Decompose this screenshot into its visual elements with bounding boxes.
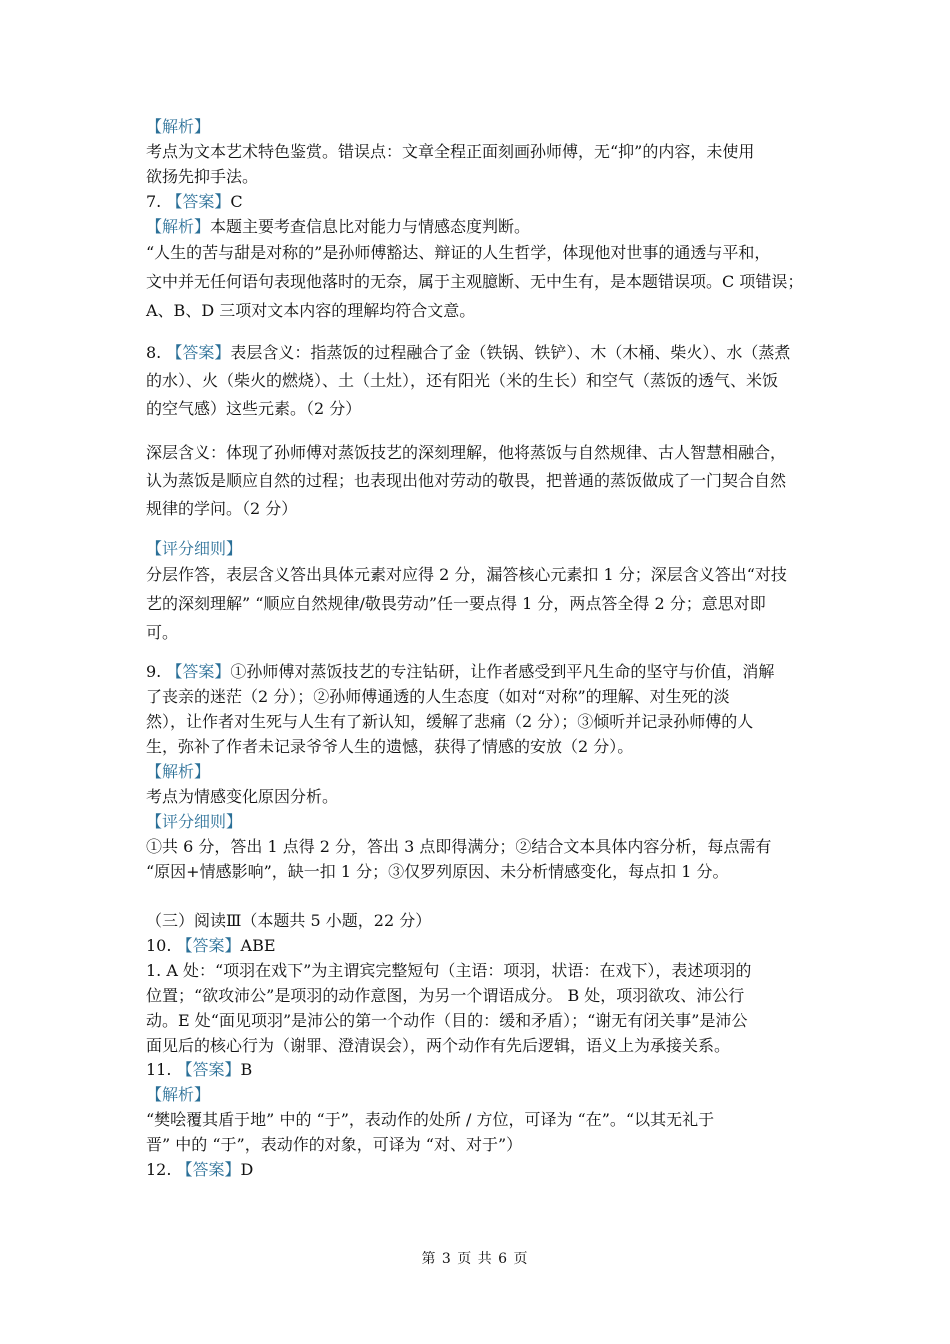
text-line: “樊哙覆其盾于地” 中的 “于”，表动作的处所 / 方位，可译为 “在”。“以其无礼于 <box>146 1110 715 1129</box>
text-line: 位置；“欲攻沛公”是项羽的动作意图，为另一个谓语成分。 B 处，项羽欲攻、沛公行 <box>146 986 745 1005</box>
scoring-tag: 【评分细则】 <box>146 539 243 558</box>
answer-text: ①孙师傅对蒸饭技艺的专注钻研，让作者感受到平凡生命的坚守与价值，消解 <box>230 662 775 681</box>
text-line: 欲扬先抑手法。 <box>146 167 259 186</box>
text-line: 艺的深刻理解” “顺应自然规律/敬畏劳动”任一要点得 1 分，两点答全得 2 分；意思对即 <box>146 594 766 613</box>
text-line: 的空气感）这些元素。（2 分） <box>146 399 362 418</box>
answer-text: 表层含义：指蒸饭的过程融合了金（铁锅、铁铲）、木（木桶、柴火）、水（蒸煮 <box>230 343 791 362</box>
text-line: 深层含义：体现了孙师傅对蒸饭技艺的深刻理解，他将蒸饭与自然规律、古人智慧相融合， <box>146 443 787 462</box>
text-line: 了丧亲的迷茫（2 分）；②孙师傅通透的人生态度（如对“对称”的理解、对生死的淡 <box>146 687 730 706</box>
text-line: ①共 6 分，答出 1 点得 2 分，答出 3 点即得满分；②结合文本具体内容分析，每点需有 <box>146 837 772 856</box>
text-line: 然），让作者对生死与人生有了新认知，缓解了悲痛（2 分）；③倾听并记录孙师傅的人 <box>146 712 754 731</box>
text-line: “原因+情感影响”，缺一扣 1 分；③仅罗列原因、未分析情感变化，每点扣 1 分。 <box>146 862 729 881</box>
text-line: 文中并无任何语句表现他落时的无奈，属于主观臆断、无中生有，是本题错误项。C 项错误； <box>146 272 804 291</box>
section-heading: （三）阅读Ⅲ（本题共 5 小题，22 分） <box>146 911 432 930</box>
text-line <box>146 1084 810 1106</box>
line-text: 本题主要考查信息比对能力与情感态度判断。 <box>210 217 531 236</box>
section-tag: 【解析】 <box>146 217 211 236</box>
question-number: 8. <box>146 343 167 362</box>
answer-tag: 【答案】 <box>176 1060 241 1079</box>
answer-tag: 【答案】 <box>176 936 241 955</box>
text-line <box>146 761 810 783</box>
section-tag: 【解析】 <box>146 1085 211 1104</box>
text-line: 晋” 中的 “于”，表动作的对象，可译为 “对、对于”） <box>146 1135 523 1154</box>
scoring-tag: 【评分细则】 <box>146 812 243 831</box>
text-line: “人生的苦与甜是对称的”是孙师傅豁达、辩证的人生哲学，体现他对世事的通透与平和， <box>146 243 771 262</box>
answer-tag: 【答案】 <box>166 192 231 211</box>
text-line <box>146 538 810 560</box>
answer-text: B <box>240 1060 253 1079</box>
text-line: 可。 <box>146 623 179 642</box>
question-number: 11. <box>146 1060 177 1079</box>
section-tag: 【解析】 <box>146 117 211 136</box>
text-line: 规律的学问。（2 分） <box>146 499 298 518</box>
text-line <box>146 935 810 957</box>
text-line <box>146 661 810 683</box>
text-line <box>146 116 810 138</box>
answer-tag: 【答案】 <box>176 1160 241 1179</box>
question-number: 12. <box>146 1160 177 1179</box>
text-line <box>146 342 810 364</box>
text-line: 的水）、火（柴火的燃烧）、土（土灶），还有阳光（米的生长）和空气（蒸饭的透气、米饭 <box>146 371 779 390</box>
text-line: A、B、D 三项对文本内容的理解均符合文意。 <box>146 301 476 320</box>
text-line <box>146 216 810 238</box>
answer-tag: 【答案】 <box>166 343 231 362</box>
answer-text: D <box>240 1160 254 1179</box>
text-line: 认为蒸饭是顺应自然的过程；也表现出他对劳动的敬畏，把普通的蒸饭做成了一门契合自然 <box>146 471 787 490</box>
text-line <box>146 1159 810 1181</box>
section-tag: 【解析】 <box>146 762 211 781</box>
text-line: 考点为情感变化原因分析。 <box>146 787 339 806</box>
answer-text: ABE <box>240 936 276 955</box>
text-line <box>146 811 810 833</box>
text-line: 生，弥补了作者未记录爷爷人生的遗憾，获得了情感的安放（2 分）。 <box>146 737 634 756</box>
text-line <box>146 1059 810 1081</box>
text-line: 动。E 处“面见项羽”是沛公的第一个动作（目的：缓和矛盾）；“谢无有闭关事”是沛公 <box>146 1011 748 1030</box>
answer-text: C <box>230 192 243 211</box>
text-line: 分层作答，表层含义答出具体元素对应得 2 分，漏答核心元素扣 1 分；深层含义答出“对技 <box>146 565 787 584</box>
text-line: 面见后的核心行为（谢罪、澄清误会），两个动作有先后逻辑，语义上为承接关系。 <box>146 1036 731 1055</box>
question-number: 7. <box>146 192 167 211</box>
text-line <box>146 191 810 213</box>
text-line: 考点为文本艺术特色鉴赏。错误点：文章全程正面刻画孙师傅，无“抑”的内容，未使用 <box>146 142 755 161</box>
page-footer: 第 3 页 共 6 页 <box>421 1251 529 1267</box>
answer-tag: 【答案】 <box>166 662 231 681</box>
text-line: 1. A 处：“项羽在戏下”为主谓宾完整短句（主语：项羽，状语：在戏下），表述项羽的 <box>146 961 752 980</box>
question-number: 9. <box>146 662 167 681</box>
question-number: 10. <box>146 936 177 955</box>
